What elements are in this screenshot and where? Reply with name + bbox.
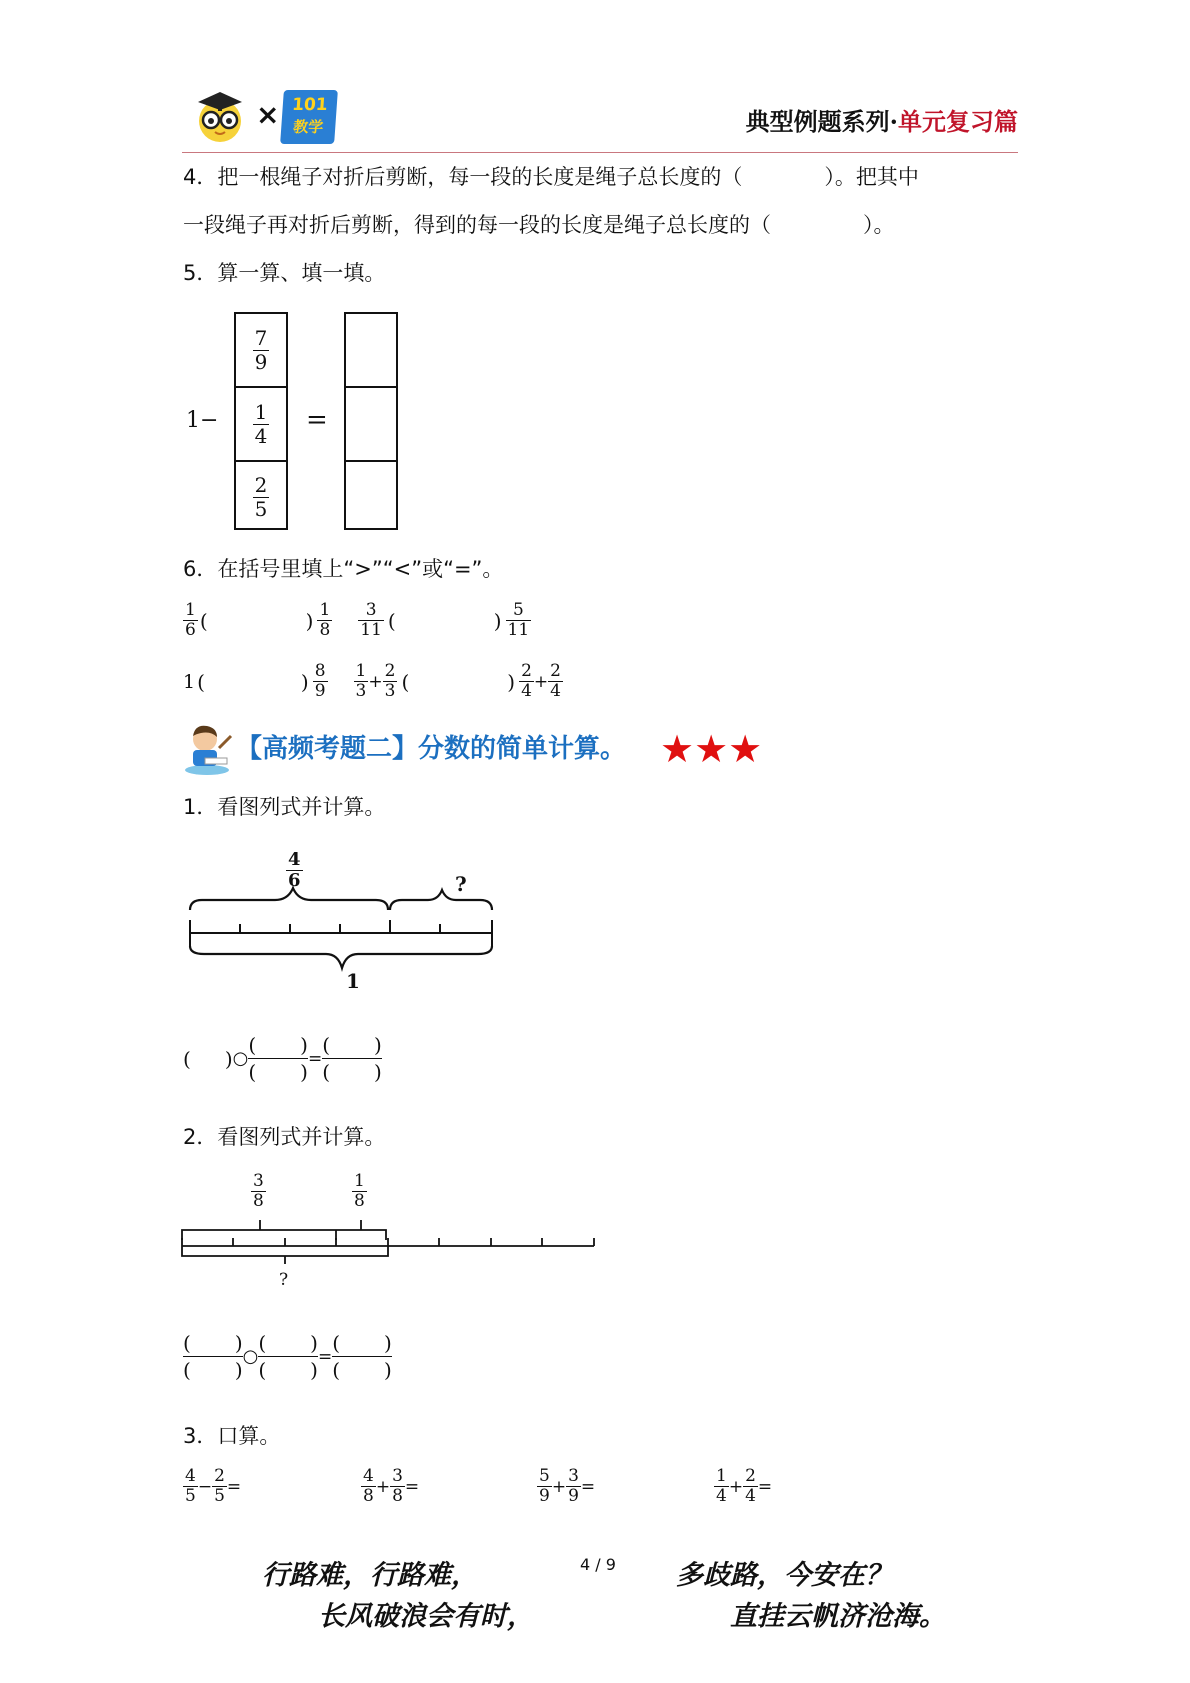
open-paren: ( [183, 1358, 191, 1382]
numerator: 4 [363, 1466, 374, 1486]
close-paren: ) [374, 1060, 382, 1084]
close-paren: ) [493, 608, 502, 633]
s2q1-formula [183, 1032, 382, 1085]
denominator: 5 [185, 1486, 196, 1506]
fraction [566, 1467, 581, 1506]
numerator: 2 [254, 472, 268, 497]
mental-math-item[interactable] [714, 1467, 772, 1506]
operator-sign: + [551, 1476, 567, 1497]
footer-poem-line-2: 多歧路，今安在？ [676, 1560, 892, 1591]
denominator: 4 [550, 681, 561, 701]
numerator: 7 [254, 325, 268, 350]
numerator: 2 [521, 661, 532, 681]
fraction [548, 662, 563, 701]
q6-answer-blank[interactable] [409, 670, 507, 694]
bottom-brace [190, 946, 492, 968]
close-paren: ) [234, 1358, 243, 1382]
blank-numerator [322, 1032, 382, 1058]
numerator: 2 [550, 661, 561, 681]
plus-sign: + [368, 671, 383, 692]
equals-sign: = [580, 1476, 596, 1497]
blank-denominator [183, 1357, 243, 1383]
blank-numerator [332, 1330, 392, 1356]
numerator: 4 [185, 1466, 196, 1486]
close-paren: ) [234, 1331, 243, 1355]
fraction [390, 1467, 405, 1506]
close-paren: ) [300, 1033, 308, 1057]
operator-circle[interactable]: ○ [242, 1346, 259, 1367]
denominator: 11 [360, 620, 382, 640]
denominator: 5 [214, 1486, 225, 1506]
s2q1-total-label: 1 [346, 969, 360, 993]
denominator: 3 [355, 681, 367, 701]
numerator: 1 [716, 1466, 727, 1486]
numerator: 1 [185, 600, 196, 620]
s2q1-top-fraction [286, 850, 303, 891]
denominator: 3 [384, 681, 396, 701]
q5-answer-box[interactable] [346, 462, 396, 532]
open-paren: ( [183, 1046, 191, 1071]
q5-answer-column [344, 312, 398, 530]
close-paren: ) [300, 669, 309, 694]
denominator: 8 [253, 1191, 264, 1211]
fraction [313, 662, 328, 701]
blank-denominator [322, 1059, 382, 1085]
fraction [317, 601, 332, 640]
denominator: 4 [745, 1486, 756, 1506]
blank-numerator [183, 1330, 243, 1356]
times-sign: × [256, 98, 280, 131]
q4-line2-text: 一段绳子再对折后剪断，得到的每一段的长度是绳子总长度的（ [183, 213, 771, 237]
s2q1-label: 1．看图列式并计算。 [183, 795, 386, 819]
q4-line1-end: ）。把其中 [824, 165, 919, 189]
formula-blank[interactable] [191, 1047, 225, 1071]
denominator: 6 [185, 620, 196, 640]
brand-logo-bottom: 教学 [292, 118, 324, 136]
close-paren: ) [374, 1033, 382, 1057]
denominator: 4 [716, 1486, 727, 1506]
denominator: 8 [392, 1486, 403, 1506]
numerator: 2 [745, 1466, 756, 1486]
numerator: 3 [253, 1171, 264, 1191]
q4-line1 [183, 163, 1023, 191]
footer-poem-line-4: 直挂云帆济沧海。 [730, 1601, 946, 1632]
q5-equals: = [306, 405, 328, 435]
equals-sign: = [226, 1476, 242, 1497]
denominator: 9 [314, 681, 326, 701]
denominator: 9 [568, 1486, 579, 1506]
top-brace-right [390, 890, 492, 910]
mental-math-item[interactable] [183, 1467, 241, 1506]
operator-sign: + [375, 1476, 391, 1497]
fraction [253, 474, 270, 521]
close-paren: ) [384, 1358, 392, 1382]
s2q2-question-mark: ? [279, 1270, 289, 1290]
fraction [212, 1467, 227, 1506]
numerator: 1 [354, 1171, 365, 1191]
open-paren: ( [197, 669, 205, 694]
open-paren: ( [332, 1331, 341, 1355]
equals-sign: = [757, 1476, 773, 1497]
blank-denominator [332, 1357, 392, 1383]
operator-sign: + [728, 1476, 744, 1497]
section-2-title: 【高频考题二】分数的简单计算。 [236, 734, 627, 764]
whole-number: 1 [183, 670, 196, 693]
open-paren: ( [258, 1331, 267, 1355]
q6-answer-blank[interactable] [205, 670, 301, 694]
numerator: 2 [214, 1466, 225, 1486]
q5-minuend: 1− [186, 408, 219, 433]
open-paren: ( [322, 1033, 331, 1057]
fraction [537, 1467, 552, 1506]
footer-poem-line-1: 行路难，行路难， [262, 1560, 478, 1591]
blank-fraction[interactable] [332, 1330, 392, 1383]
fraction [506, 601, 532, 640]
open-paren: ( [248, 1060, 257, 1084]
q5-box [236, 314, 286, 388]
difficulty-stars: ★★★ [660, 727, 763, 771]
mental-math-item[interactable] [361, 1467, 419, 1506]
brand-logo-top: 101 [291, 95, 329, 115]
q5-box [236, 462, 286, 532]
equals-sign: = [317, 1346, 333, 1367]
fraction [183, 1467, 198, 1506]
fraction [714, 1467, 729, 1506]
numerator: 1 [355, 661, 367, 681]
q4-line2 [183, 211, 1023, 239]
blank-numerator [248, 1032, 308, 1058]
s2q2-label: 2．看图列式并计算。 [183, 1125, 386, 1149]
denominator: 9 [254, 349, 268, 374]
lower-bracket [182, 1246, 388, 1256]
numerator: 3 [568, 1466, 579, 1486]
s2q3-label: 3．口算。 [183, 1424, 281, 1448]
header-title-main: 典型例题系列· [745, 107, 898, 136]
denominator: 4 [254, 423, 268, 448]
s2q2-line-diagram [178, 1210, 598, 1270]
blank-fraction[interactable] [322, 1032, 382, 1085]
q5-label: 5．算一算、填一填。 [183, 261, 386, 285]
open-paren: ( [332, 1358, 341, 1382]
mental-math-item[interactable] [537, 1467, 595, 1506]
q5-answer-box[interactable] [346, 388, 396, 462]
denominator: 8 [363, 1486, 374, 1506]
denominator: 5 [254, 496, 268, 521]
student-reading-icon [183, 722, 235, 776]
header-rule [182, 152, 1018, 153]
open-paren: ( [183, 1331, 191, 1355]
close-paren: ) [300, 1060, 308, 1084]
q6-row-2 [183, 662, 563, 701]
open-paren: ( [199, 608, 208, 633]
blank-numerator [258, 1330, 318, 1356]
fraction [354, 662, 369, 701]
upper-bracket-left [182, 1230, 336, 1240]
blank-fraction[interactable] [258, 1330, 318, 1383]
numerator: 1 [319, 600, 331, 620]
upper-bracket-right [336, 1230, 386, 1240]
s2q2-left-fraction [251, 1172, 266, 1211]
denominator: 6 [288, 870, 301, 891]
denominator: 8 [319, 620, 331, 640]
fraction [519, 662, 534, 701]
q5-box [236, 388, 286, 462]
equals-sign: = [404, 1476, 420, 1497]
open-paren: ( [322, 1060, 331, 1084]
numerator: 8 [314, 661, 326, 681]
close-paren: ) [224, 1046, 233, 1071]
numerator: 5 [539, 1466, 550, 1486]
blank-fraction[interactable] [183, 1330, 243, 1383]
top-brace-left [190, 888, 388, 910]
denominator: 8 [354, 1191, 365, 1211]
q5-fraction-column [234, 312, 288, 530]
close-paren: ) [310, 1331, 318, 1355]
owl-logo-icon [194, 88, 246, 144]
q4-line2-end: ）。 [863, 213, 895, 237]
numerator: 2 [384, 661, 396, 681]
close-paren: ) [310, 1358, 318, 1382]
s2q1-question-mark: ? [455, 872, 467, 896]
q5-answer-box[interactable] [346, 314, 396, 388]
plus-sign: + [533, 671, 549, 692]
denominator: 11 [507, 620, 530, 640]
open-paren: ( [248, 1033, 257, 1057]
brand-logo [280, 90, 338, 144]
fraction [743, 1467, 758, 1506]
blank-fraction[interactable] [248, 1032, 308, 1085]
fraction [183, 601, 198, 640]
numerator: 3 [392, 1466, 403, 1486]
s2q2-formula [183, 1330, 392, 1383]
close-paren: ) [305, 608, 314, 633]
numerator: 4 [288, 849, 301, 870]
blank-denominator [248, 1059, 308, 1085]
q6-row-1 [183, 601, 531, 640]
tick-marks [182, 1238, 594, 1246]
page-number: 4 / 9 [580, 1555, 616, 1574]
header-title-accent: 单元复习篇 [898, 107, 1018, 136]
header [182, 86, 1018, 152]
close-paren: ) [384, 1331, 392, 1355]
fraction [358, 601, 384, 640]
q6-label: 6．在括号里填上“>”“<”或“=”。 [183, 557, 504, 581]
open-paren: ( [387, 608, 396, 633]
operator-circle[interactable]: ○ [232, 1048, 249, 1069]
blank-denominator [258, 1357, 318, 1383]
fraction [361, 1467, 376, 1506]
numerator: 3 [365, 600, 377, 620]
close-paren: ) [507, 669, 516, 694]
q6-answer-blank[interactable] [396, 609, 494, 633]
numerator: 1 [254, 399, 268, 424]
fraction [253, 327, 270, 374]
open-paren: ( [258, 1358, 267, 1382]
header-title [746, 102, 1018, 137]
equals-sign: = [307, 1048, 323, 1069]
q4-line1-text: 4．把一根绳子对折后剪断，每一段的长度是绳子总长度的（ [183, 165, 743, 189]
fraction [253, 401, 270, 448]
footer-poem-line-3: 长风破浪会有时， [318, 1601, 534, 1632]
numerator: 5 [512, 600, 524, 620]
open-paren: ( [401, 669, 410, 694]
denominator: 9 [539, 1486, 550, 1506]
q6-answer-blank[interactable] [208, 609, 306, 633]
fraction [383, 662, 398, 701]
s2q2-right-fraction [352, 1172, 367, 1211]
denominator: 4 [521, 681, 532, 701]
operator-sign: − [197, 1476, 213, 1497]
